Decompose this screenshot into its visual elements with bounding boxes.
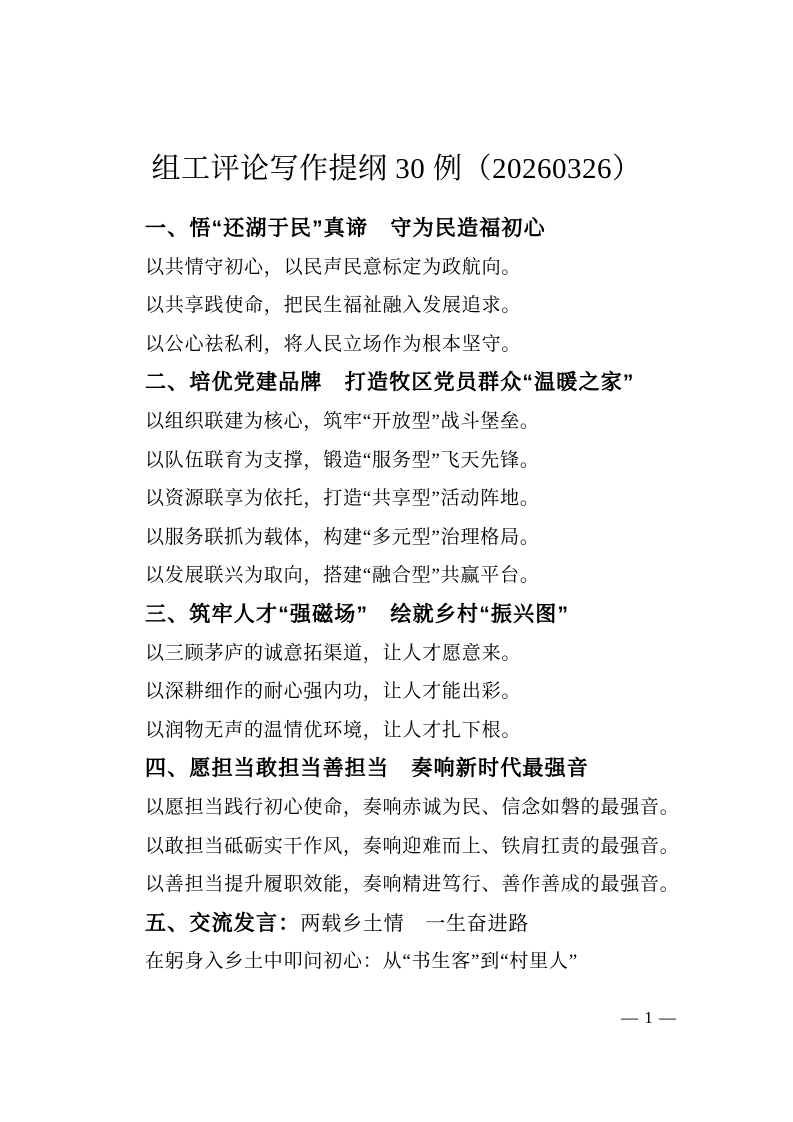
section-heading-1: 一、悟“还湖于民”真谛 守为民造福初心 xyxy=(145,217,546,240)
outline-line: 以敢担当砥砺实干作风，奏响迎难而上、铁肩扛责的最强音。 xyxy=(145,835,680,857)
section-heading-2: 二、培优党建品牌 打造牧区党员群众“温暖之家” xyxy=(145,371,635,395)
outline-line: 以服务联抓为载体，构建“多元型”治理格局。 xyxy=(145,526,540,548)
section-heading-5 xyxy=(145,905,715,944)
document-body xyxy=(145,210,715,982)
outline-line: 以共享践使命，把民生福祉融入发展追求。 xyxy=(145,295,522,317)
outline-line: 以三顾茅庐的诚意拓渠道，让人才愿意来。 xyxy=(145,642,522,664)
outline-line: 以发展联兴为取向，搭建“融合型”共赢平台。 xyxy=(145,565,540,587)
outline-line: 在躬身入乡土中叩问初心：从“书生客”到“村里人” xyxy=(145,951,578,973)
outline-line: 以组织联建为核心，筑牢“开放型”战斗堡垒。 xyxy=(145,410,540,432)
page-number: — 1 — xyxy=(621,1008,677,1027)
outline-line: 以资源联享为依托，打造“共享型”活动阵地。 xyxy=(145,488,540,510)
outline-line: 以润物无声的温情优环境，让人才扎下根。 xyxy=(145,719,522,741)
section-heading-5-regular-part: 两载乡土情 一生奋进路 xyxy=(300,912,530,935)
outline-line: 以愿担当践行初心使命，奏响赤诚为民、信念如磐的最强音。 xyxy=(145,796,680,818)
section-heading-4: 四、愿担当敢担当善担当 奏响新时代最强音 xyxy=(145,757,589,781)
outline-line: 以善担当提升履职效能，奏响精进笃行、善作善成的最强音。 xyxy=(145,874,680,896)
section-heading-3: 三、筑牢人才“强磁场” 绘就乡村“振兴图” xyxy=(145,602,570,626)
document-title: 组工评论写作提纲 30 例（20260326） xyxy=(151,153,642,185)
outline-line: 以共情守初心，以民声民意标定为政航向。 xyxy=(145,256,522,278)
section-heading-5-bold-part: 五、交流发言： xyxy=(145,911,301,935)
outline-line: 以队伍联育为支撑，锻造“服务型”飞天先锋。 xyxy=(145,449,540,471)
outline-line: 以深耕细作的耐心强内功，让人才能出彩。 xyxy=(145,681,522,703)
outline-line: 以公心祛私利，将人民立场作为根本坚守。 xyxy=(145,333,522,355)
